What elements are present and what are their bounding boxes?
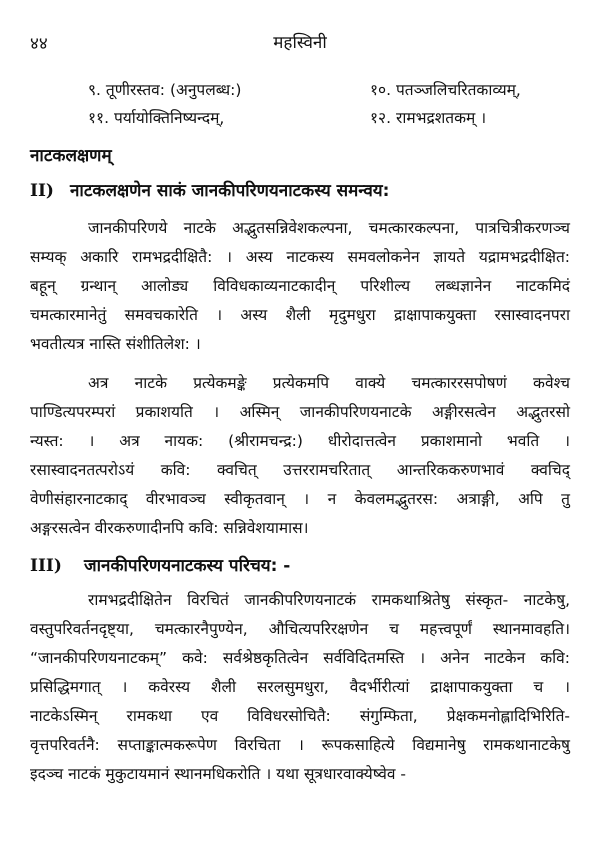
paragraph-line: न्यस्त: । अत्र नायक: (श्रीरामचन्द्र:) धीरोदात्तत्वेन प्रकाशमानो भवति । — [30, 432, 570, 450]
list-item: १२. रामभद्रशतकम् । — [370, 109, 487, 127]
section-2-title: नाटकलक्षणेन साकं जानकीपरिणयनाटकस्य समन्वय: — [70, 181, 390, 201]
heading-natakalakshanam: नाटकलक्षणम् — [30, 146, 112, 166]
paragraph-line: वृत्तपरिवर्तनै: सप्ताङ्कात्मकरूपेण विरचिता । रूपकसाहित्ये विद्यमानेषु रामकथानाटकेषु — [30, 736, 570, 754]
paragraph-line: जानकीपरिणये नाटके अद्भुतसन्निवेशकल्पना, चमत्कारकल्पना, पात्रचित्रीकरणञ्च — [88, 219, 570, 237]
paragraph-line: वस्तुपरिवर्तनदृष्ट्या, चमत्कारनैपुण्येन, औचित्यपरिरक्षणेन च महत्त्वपूर्णं स्थानमावहति। — [30, 620, 570, 638]
section-2-number: II) — [30, 181, 54, 201]
paragraph-line: पाण्डित्यपरम्परां प्रकाशयति । अस्मिन् जानकीपरिणयनाटके अङ्गीरसत्वेन अद्भुतरसो — [30, 403, 570, 421]
paragraph-line: अङ्गरसत्वेन वीरकरुणादीनपि कवि: सन्निवेशयामास। — [30, 519, 309, 537]
paragraph-line: वेणीसंहारनाटकाद् वीरभावञ्च स्वीकृतवान् । न केवलमद्भुतरस: अत्राङ्गी, अपि तु — [30, 490, 570, 508]
page-number: ४४ — [30, 34, 48, 54]
paragraph-line: अत्र नाटके प्रत्येकमङ्के प्रत्येकमपि वाक्ये चमत्काररसपोषणं कवेश्च — [88, 374, 570, 392]
paragraph-line: बहून् ग्रन्थान् आलोड्य विविधकाव्यनाटकादीन् परिशील्य लब्धज्ञानेन नाटकमिदं — [30, 277, 570, 295]
paragraph-line: चमत्कारमानेतुं समवचकारेति । अस्य शैली मृदुमधुरा द्राक्षापाकयुक्ता रसास्वादनपरा — [30, 306, 570, 324]
paragraph-line: “जानकीपरिणयनाटकम्” कवे: सर्वश्रेष्ठकृतित्वेन सर्वविदितमस्ति । अनेन नाटकेन कवि: — [30, 649, 570, 667]
list-item: ११. पर्यायोक्तिनिष्यन्दम्, — [88, 109, 225, 127]
section-3-number: III) — [30, 556, 62, 576]
paragraph-line: भवतीत्यत्र नास्ति संशीतिलेश: । — [30, 335, 201, 353]
running-head: महस्विनी — [273, 33, 327, 53]
paragraph-line: नाटकेऽस्मिन् रामकथा एव विविधरसोचितै: संगुम्फिता, प्रेक्षकमनोह्लादिभिरिति- — [30, 707, 570, 725]
paragraph-line: रामभद्रदीक्षितेन विरचितं जानकीपरिणयनाटकं रामकथाश्रितेषु संस्कृत- नाटकेषु, — [88, 591, 570, 609]
paragraph-line: रसास्वादनतत्परोऽयं कवि: क्वचित् उत्तररामचरितात् आन्तरिककरुणभावं क्वचिद् — [30, 461, 570, 479]
paragraph-line: प्रसिद्धिमगात् । कवेरस्य शैली सरलसुमधुरा, वैदर्भीरीत्यां द्राक्षापाकयुक्ता च । — [30, 678, 570, 696]
paragraph-line: सम्यक् अकारि रामभद्रदीक्षितै: । अस्य नाटकस्य समवलोकनेन ज्ञायते यद्रामभद्रदीक्षित: — [30, 248, 570, 266]
list-item: ९. तूणीरस्तव: (अनुपलब्ध:) — [88, 81, 242, 99]
paragraph-line: इदञ्च नाटकं मुकुटायमानं स्थानमधिकरोति । यथा सूत्रधारवाक्येष्वेव - — [30, 765, 406, 783]
section-3-title: जानकीपरिणयनाटकस्य परिचय: - — [84, 556, 291, 576]
list-item: १०. पतञ्जलिचरितकाव्यम्, — [370, 81, 521, 99]
